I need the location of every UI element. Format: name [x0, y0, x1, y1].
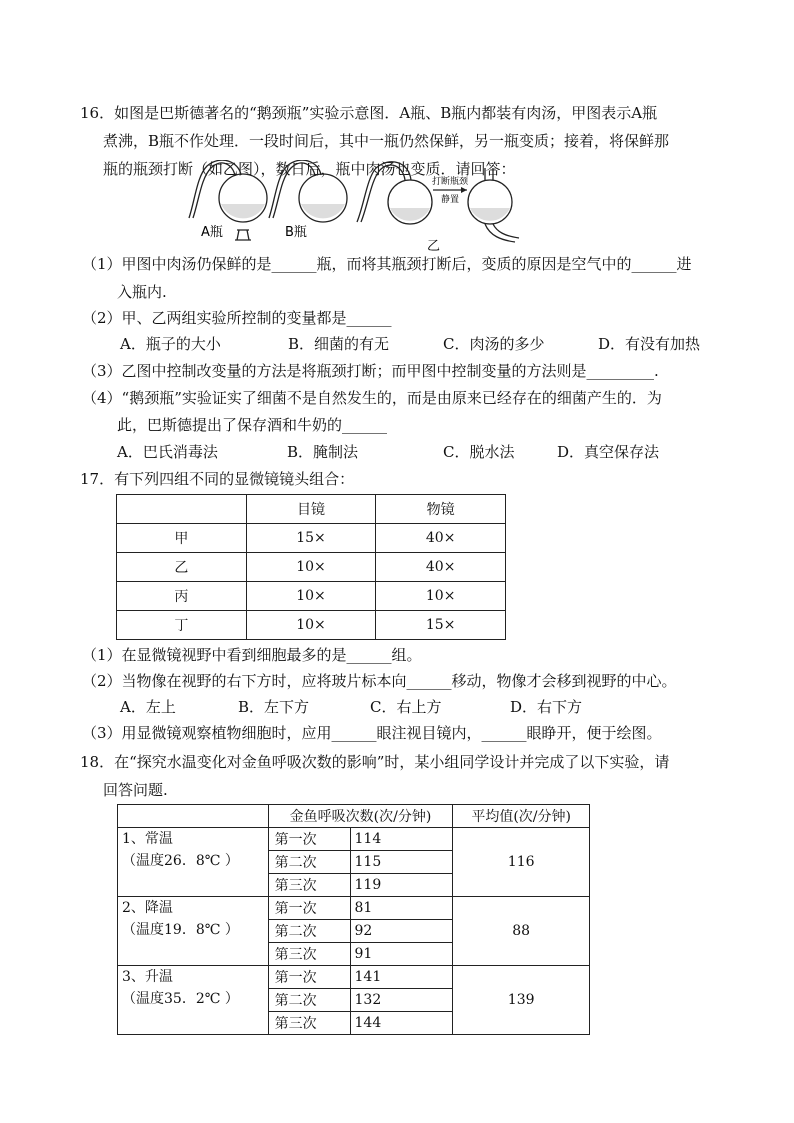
trial-label: 第一次 — [268, 966, 350, 989]
q16-part2-option-b: B．细菌的有无 — [288, 335, 390, 353]
q17-part2-option-a: A．左上 — [120, 698, 176, 716]
arrow-top-label: 打断瓶颈 — [431, 177, 469, 187]
eyepiece-cell: 10× — [246, 611, 376, 640]
header-cell — [117, 495, 247, 524]
trial-value: 91 — [350, 943, 453, 966]
trial-value: 119 — [350, 874, 453, 897]
trial-value: 144 — [350, 1012, 453, 1035]
q16-part1-line2: 入瓶内. — [117, 283, 167, 301]
average-value: 88 — [453, 897, 590, 966]
header-empty — [118, 805, 269, 828]
group-name: 3、升温 — [122, 969, 173, 985]
group-name: 1、常温 — [122, 831, 173, 847]
label-flask-a: A瓶 — [201, 225, 223, 240]
q16-stem-line2: 煮沸，B瓶不作处理．一段时间后，其中一瓶仍然保鲜，另一瓶变质；接着，将保鲜那 — [103, 132, 670, 150]
q16-part4-option-b: B．腌制法 — [287, 443, 359, 461]
swan-neck-flask-figure — [185, 160, 525, 255]
header-breath-count: 金鱼呼吸次数(次/分钟) — [268, 805, 453, 828]
label-yi: 乙 — [427, 239, 441, 254]
group-cell: 甲 — [117, 524, 247, 553]
q16-stem-line3: 瓶的瓶颈打断（如乙图），数日后，瓶中肉汤也变质．请回答： — [103, 160, 516, 178]
table-row — [117, 553, 506, 582]
group-cell: 丙 — [117, 582, 247, 611]
label-flask-b: B瓶 — [285, 225, 307, 240]
table-row — [117, 524, 506, 553]
eyepiece-cell: 10× — [246, 582, 376, 611]
group-cell — [118, 828, 269, 897]
group-cell: 乙 — [117, 553, 247, 582]
q16-part2-option-c: C．肉汤的多少 — [443, 335, 545, 353]
table-row — [117, 582, 506, 611]
q17-part3: （3）用显微镜观察植物细胞时，应用______眼注视目镜内，______眼睁开，便于绘图。 — [82, 724, 662, 742]
q16-part2: （2）甲、乙两组实验所控制的变量都是______ — [82, 309, 392, 327]
burner-icon — [235, 230, 251, 240]
table-header-row — [118, 805, 590, 828]
q17-part2-option-b: B．左下方 — [238, 698, 310, 716]
header-cell: 物镜 — [376, 495, 506, 524]
group-temperature: （温度35．2℃ ） — [122, 991, 239, 1007]
trial-value: 114 — [350, 828, 453, 851]
group-cell — [118, 897, 269, 966]
q16-stem-line1: 16．如图是巴斯德著名的“鹅颈瓶”实验示意图．A瓶、B瓶内都装有肉汤，甲图表示A瓶 — [80, 104, 658, 122]
trial-label: 第二次 — [268, 989, 350, 1012]
group-temperature: （温度26．8℃ ） — [122, 853, 239, 869]
table-row — [117, 611, 506, 640]
eyepiece-cell: 10× — [246, 553, 376, 582]
trial-label: 第三次 — [268, 943, 350, 966]
header-average: 平均值(次/分钟) — [453, 805, 590, 828]
q16-part2-option-d: D．有没有加热 — [598, 335, 701, 353]
trial-label: 第二次 — [268, 851, 350, 874]
average-value: 139 — [453, 966, 590, 1035]
trial-value: 81 — [350, 897, 453, 920]
group-cell — [118, 966, 269, 1035]
q17-stem: 17．有下列四组不同的显微镜镜头组合： — [80, 470, 355, 488]
q18-stem-line1: 18．在“探究水温变化对金鱼呼吸次数的影响”时，某小组同学设计并完成了以下实验，请 — [80, 753, 670, 771]
table-row — [118, 966, 590, 989]
average-value: 116 — [453, 828, 590, 897]
table-header-row — [117, 495, 506, 524]
q16-part3: （3）乙图中控制改变量的方法是将瓶颈打断；而甲图中控制变量的方法则是_________. — [82, 362, 659, 380]
goldfish-breathing-table — [117, 804, 590, 1035]
table-row — [118, 828, 590, 851]
q18-stem-line2: 回答问题. — [103, 781, 168, 799]
group-temperature: （温度19．8℃ ） — [122, 922, 239, 938]
q17-part2-option-c: C．右上方 — [370, 698, 442, 716]
q16-part4-option-a: A．巴氏消毒法 — [117, 443, 218, 461]
trial-value: 92 — [350, 920, 453, 943]
objective-cell: 10× — [376, 582, 506, 611]
q16-part2-option-a: A．瓶子的大小 — [120, 335, 221, 353]
arrow-bottom-label: 静置 — [440, 195, 460, 205]
objective-cell: 40× — [376, 524, 506, 553]
q16-part4-option-d: D．真空保存法 — [557, 443, 660, 461]
trial-label: 第三次 — [268, 874, 350, 897]
eyepiece-cell: 15× — [246, 524, 376, 553]
header-cell: 目镜 — [246, 495, 376, 524]
q16-part4-option-c: C．脱水法 — [443, 443, 515, 461]
q16-part4-line2: 此，巴斯德提出了保存酒和牛奶的______ — [117, 416, 388, 434]
q16-part4-line1: （4）“鹅颈瓶”实验证实了细菌不是自然发生的，而是由原来已经存在的细菌产生的．为 — [82, 389, 662, 407]
trial-value: 141 — [350, 966, 453, 989]
q17-part2-option-d: D．右下方 — [510, 698, 583, 716]
group-cell: 丁 — [117, 611, 247, 640]
trial-label: 第一次 — [268, 897, 350, 920]
q17-part2: （2）当物像在视野的右下方时，应将玻片标本向______移动，物像才会移到视野的中心。 — [82, 672, 677, 690]
trial-value: 132 — [350, 989, 453, 1012]
trial-value: 115 — [350, 851, 453, 874]
trial-label: 第二次 — [268, 920, 350, 943]
q16-part1-line1: （1）甲图中肉汤仍保鲜的是______瓶，而将其瓶颈打断后，变质的原因是空气中的______进 — [82, 255, 692, 273]
lens-combination-table — [116, 494, 506, 640]
q17-part1: （1）在显微镜视野中看到细胞最多的是______组。 — [82, 646, 422, 664]
table-row — [118, 897, 590, 920]
group-name: 2、降温 — [122, 900, 173, 916]
trial-label: 第三次 — [268, 1012, 350, 1035]
trial-label: 第一次 — [268, 828, 350, 851]
objective-cell: 15× — [376, 611, 506, 640]
objective-cell: 40× — [376, 553, 506, 582]
